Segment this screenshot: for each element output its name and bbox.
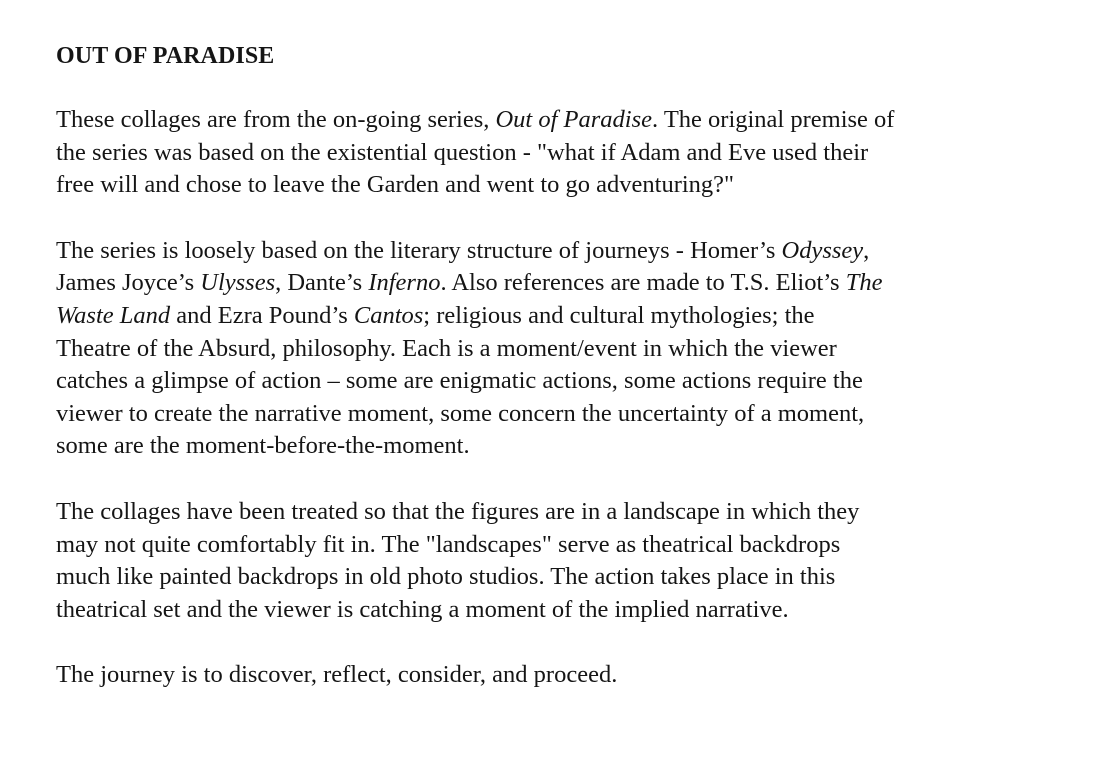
body-text: ,: [863, 236, 870, 264]
paragraph: [56, 496, 1066, 626]
body-text: and Ezra Pound’s: [170, 301, 354, 329]
italic-title-text: Waste Land: [56, 301, 171, 329]
italic-title-text: Cantos: [353, 301, 424, 329]
body-text: Theatre of the Absurd, philosophy. Each is a moment/event in which the viewer: [56, 334, 837, 362]
body-text: James Joyce’s: [56, 269, 201, 297]
paragraph-list: [56, 104, 1066, 692]
paragraph: [56, 659, 1066, 692]
document-body: [56, 40, 1066, 692]
text-line: [56, 496, 1066, 529]
text-line: [56, 398, 1066, 431]
body-text: . Also references are made to T.S. Eliot’s: [440, 269, 846, 297]
text-line: [56, 104, 1066, 137]
body-text: These collages are from the on-going series,: [56, 106, 496, 133]
body-text: The journey is to discover, reflect, consider, and proceed.: [56, 661, 618, 689]
paragraph: [56, 235, 1066, 463]
italic-title-text: Out of Paradise: [495, 106, 653, 133]
text-line: [56, 235, 1066, 268]
text-line: [56, 137, 1066, 170]
text-line: [56, 365, 1066, 398]
italic-title-text: Inferno: [368, 269, 441, 297]
text-line: [56, 267, 1066, 300]
body-text: The series is loosely based on the literary structure of journeys - Homer’s: [56, 236, 782, 264]
body-text: ; religious and cultural mythologies; the: [423, 301, 815, 329]
body-text: , Dante’s: [275, 269, 369, 297]
body-text: viewer to create the narrative moment, some concern the uncertainty of a moment,: [56, 399, 865, 427]
text-line: [56, 333, 1066, 366]
document-title: OUT OF PARADISE: [56, 43, 275, 69]
body-text: theatrical set and the viewer is catching a moment of the implied narrative.: [56, 595, 789, 623]
body-text: catches a glimpse of action – some are enigmatic actions, some actions require the: [56, 367, 863, 395]
body-text: some are the moment-before-the-moment.: [56, 432, 470, 460]
italic-title-text: Ulysses: [200, 269, 276, 297]
text-line: [56, 659, 1066, 692]
text-line: [56, 561, 1066, 594]
text-line: [56, 529, 1066, 562]
text-line: [56, 594, 1066, 627]
body-text: the series was based on the existential question - "what if Adam and Eve used their: [56, 138, 869, 166]
body-text: free will and chose to leave the Garden and went to go adventuring?": [56, 171, 735, 199]
body-text: may not quite comfortably fit in. The "landscapes" serve as theatrical backdrops: [56, 530, 841, 558]
text-line: [56, 169, 1066, 202]
body-text: The collages have been treated so that the figures are in a landscape in which they: [56, 497, 860, 525]
body-text: . The original premise of: [652, 106, 895, 133]
italic-title-text: Odyssey: [781, 236, 864, 264]
italic-title-text: The: [845, 269, 883, 297]
text-line: [56, 430, 1066, 463]
text-line: [56, 300, 1066, 333]
paragraph: [56, 104, 1066, 202]
body-text: much like painted backdrops in old photo studios. The action takes place in this: [56, 563, 836, 591]
